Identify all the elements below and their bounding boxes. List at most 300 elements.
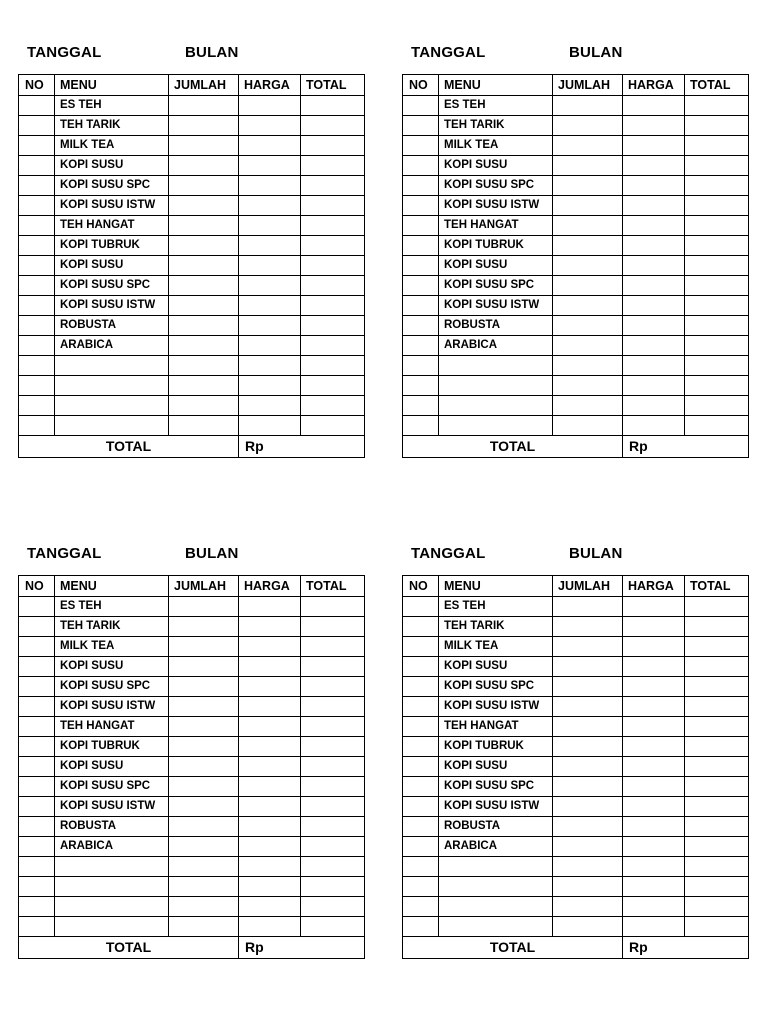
cell-harga [623, 276, 685, 296]
cell-harga [239, 216, 301, 236]
table-row [19, 597, 365, 617]
total-row [403, 436, 749, 458]
cell-no [403, 256, 439, 276]
cell-menu: TEH TARIK [55, 116, 169, 136]
cell-menu: ROBUSTA [55, 817, 169, 837]
table-row [19, 897, 365, 917]
cell-total [685, 697, 749, 717]
cell-total [685, 116, 749, 136]
table-row [403, 637, 749, 657]
cell-menu: KOPI SUSU SPC [55, 677, 169, 697]
order-table [402, 575, 749, 959]
cell-menu: KOPI TUBRUK [55, 737, 169, 757]
form-header [402, 545, 749, 575]
cell-jumlah [553, 136, 623, 156]
cell-menu: KOPI SUSU ISTW [439, 697, 553, 717]
cell-jumlah [553, 797, 623, 817]
cell-no [403, 356, 439, 376]
col-header-jumlah: JUMLAH [169, 75, 239, 96]
cell-jumlah [553, 857, 623, 877]
cell-total [685, 917, 749, 937]
cell-no [19, 276, 55, 296]
cell-menu: KOPI SUSU [55, 657, 169, 677]
cell-total [301, 356, 365, 376]
cell-jumlah [553, 777, 623, 797]
cell-total [685, 216, 749, 236]
cell-no [403, 857, 439, 877]
cell-total [301, 136, 365, 156]
cell-no [403, 136, 439, 156]
cell-jumlah [553, 236, 623, 256]
total-amount-rp: Rp [623, 937, 749, 959]
cell-menu [55, 857, 169, 877]
table-row [19, 156, 365, 176]
cell-no [19, 877, 55, 897]
cell-total [685, 416, 749, 436]
table-row [403, 336, 749, 356]
table-row [403, 316, 749, 336]
cell-jumlah [553, 677, 623, 697]
cell-total [685, 196, 749, 216]
cell-total [685, 657, 749, 677]
table-row [19, 697, 365, 717]
table-row [19, 376, 365, 396]
cell-jumlah [169, 897, 239, 917]
cell-jumlah [169, 717, 239, 737]
cell-jumlah [169, 917, 239, 937]
cell-total [685, 717, 749, 737]
cell-menu: KOPI SUSU [55, 757, 169, 777]
cell-total [685, 296, 749, 316]
table-row [19, 797, 365, 817]
cell-jumlah [553, 276, 623, 296]
order-form-top-right [402, 44, 749, 458]
table-row [403, 396, 749, 416]
table-row [19, 817, 365, 837]
cell-no [19, 256, 55, 276]
cell-jumlah [553, 96, 623, 116]
cell-jumlah [553, 897, 623, 917]
table-row [19, 96, 365, 116]
cell-no [403, 216, 439, 236]
cell-total [685, 316, 749, 336]
cell-jumlah [553, 336, 623, 356]
cell-jumlah [553, 116, 623, 136]
table-row [403, 416, 749, 436]
tanggal-label: TANGGAL [411, 44, 486, 61]
table-row [403, 837, 749, 857]
table-row [19, 617, 365, 637]
cell-total [685, 176, 749, 196]
order-table [18, 74, 365, 458]
table-row [19, 637, 365, 657]
cell-harga [239, 737, 301, 757]
cell-jumlah [169, 416, 239, 436]
cell-no [403, 757, 439, 777]
cell-harga [239, 356, 301, 376]
cell-menu: KOPI SUSU ISTW [439, 797, 553, 817]
table-row [19, 116, 365, 136]
cell-no [19, 136, 55, 156]
cell-total [685, 356, 749, 376]
form-header [18, 44, 365, 74]
table-header-row [19, 75, 365, 96]
cell-menu: KOPI SUSU SPC [439, 677, 553, 697]
cell-no [19, 356, 55, 376]
cell-no [19, 416, 55, 436]
cell-menu [439, 877, 553, 897]
cell-harga [239, 817, 301, 837]
cell-harga [623, 617, 685, 637]
cell-jumlah [169, 176, 239, 196]
table-row [19, 216, 365, 236]
tanggal-label: TANGGAL [27, 545, 102, 562]
cell-menu: KOPI SUSU SPC [439, 276, 553, 296]
cell-menu: KOPI SUSU [55, 256, 169, 276]
cell-total [685, 677, 749, 697]
cell-harga [623, 817, 685, 837]
table-header-row [403, 576, 749, 597]
cell-menu: ES TEH [55, 96, 169, 116]
form-header [18, 545, 365, 575]
table-row [403, 156, 749, 176]
cell-jumlah [553, 877, 623, 897]
bulan-label: BULAN [185, 545, 239, 562]
cell-harga [623, 396, 685, 416]
cell-no [403, 737, 439, 757]
cell-jumlah [169, 817, 239, 837]
cell-jumlah [553, 216, 623, 236]
cell-menu: TEH HANGAT [439, 717, 553, 737]
cell-harga [239, 677, 301, 697]
cell-total [685, 136, 749, 156]
cell-menu: MILK TEA [439, 136, 553, 156]
cell-total [685, 737, 749, 757]
cell-no [19, 617, 55, 637]
cell-harga [623, 96, 685, 116]
cell-total [301, 416, 365, 436]
cell-harga [239, 757, 301, 777]
cell-no [403, 837, 439, 857]
cell-total [301, 837, 365, 857]
cell-harga [239, 176, 301, 196]
cell-jumlah [553, 176, 623, 196]
cell-harga [623, 657, 685, 677]
cell-jumlah [169, 837, 239, 857]
cell-no [403, 717, 439, 737]
col-header-no: NO [403, 75, 439, 96]
cell-menu: KOPI SUSU ISTW [55, 296, 169, 316]
cell-menu: KOPI TUBRUK [55, 236, 169, 256]
cell-jumlah [169, 336, 239, 356]
cell-menu: KOPI SUSU SPC [439, 176, 553, 196]
total-row [19, 436, 365, 458]
cell-harga [623, 336, 685, 356]
cell-menu: ES TEH [55, 597, 169, 617]
cell-menu: KOPI TUBRUK [439, 236, 553, 256]
table-row [403, 136, 749, 156]
cell-no [403, 396, 439, 416]
total-amount-rp: Rp [239, 937, 365, 959]
cell-total [685, 857, 749, 877]
cell-no [19, 156, 55, 176]
cell-total [301, 116, 365, 136]
cell-jumlah [169, 777, 239, 797]
cell-menu: TEH HANGAT [55, 717, 169, 737]
cell-total [301, 236, 365, 256]
cell-no [19, 396, 55, 416]
cell-total [301, 156, 365, 176]
cell-menu: TEH HANGAT [439, 216, 553, 236]
cell-no [403, 917, 439, 937]
cell-total [301, 857, 365, 877]
cell-total [301, 697, 365, 717]
cell-no [403, 96, 439, 116]
table-row [403, 236, 749, 256]
col-header-menu: MENU [55, 576, 169, 597]
cell-menu: KOPI SUSU ISTW [439, 196, 553, 216]
cell-jumlah [553, 416, 623, 436]
cell-harga [239, 777, 301, 797]
order-table [18, 575, 365, 959]
col-header-no: NO [403, 576, 439, 597]
cell-total [301, 196, 365, 216]
cell-no [19, 296, 55, 316]
cell-no [19, 116, 55, 136]
cell-jumlah [169, 396, 239, 416]
table-row [403, 96, 749, 116]
cell-total [301, 717, 365, 737]
cell-no [403, 176, 439, 196]
cell-total [685, 797, 749, 817]
cell-no [403, 817, 439, 837]
table-row [403, 897, 749, 917]
cell-no [19, 897, 55, 917]
table-row [403, 777, 749, 797]
cell-menu: KOPI SUSU [439, 156, 553, 176]
cell-no [403, 276, 439, 296]
cell-jumlah [553, 837, 623, 857]
cell-menu: KOPI SUSU SPC [55, 176, 169, 196]
cell-no [19, 176, 55, 196]
cell-harga [239, 116, 301, 136]
cell-menu: MILK TEA [55, 637, 169, 657]
col-header-jumlah: JUMLAH [169, 576, 239, 597]
total-label: TOTAL [403, 436, 623, 458]
cell-no [19, 697, 55, 717]
col-header-harga: HARGA [239, 75, 301, 96]
cell-menu [55, 356, 169, 376]
cell-no [19, 96, 55, 116]
total-amount-rp: Rp [623, 436, 749, 458]
cell-no [403, 597, 439, 617]
cell-harga [623, 376, 685, 396]
cell-jumlah [169, 356, 239, 376]
col-header-total: TOTAL [301, 75, 365, 96]
table-row [403, 356, 749, 376]
cell-harga [239, 416, 301, 436]
col-header-total: TOTAL [685, 75, 749, 96]
cell-menu [55, 917, 169, 937]
cell-jumlah [169, 637, 239, 657]
cell-no [403, 797, 439, 817]
table-row [403, 677, 749, 697]
cell-total [685, 757, 749, 777]
cell-harga [239, 336, 301, 356]
table-row [19, 136, 365, 156]
cell-total [301, 617, 365, 637]
cell-no [19, 777, 55, 797]
cell-total [301, 797, 365, 817]
cell-no [403, 336, 439, 356]
cell-no [403, 897, 439, 917]
cell-no [19, 677, 55, 697]
cell-harga [623, 216, 685, 236]
cell-jumlah [169, 96, 239, 116]
cell-menu: KOPI SUSU ISTW [55, 697, 169, 717]
col-header-menu: MENU [55, 75, 169, 96]
cell-jumlah [169, 156, 239, 176]
col-header-total: TOTAL [301, 576, 365, 597]
cell-jumlah [169, 797, 239, 817]
bulan-label: BULAN [569, 545, 623, 562]
cell-total [685, 156, 749, 176]
cell-no [19, 196, 55, 216]
cell-harga [239, 897, 301, 917]
cell-no [403, 296, 439, 316]
total-label: TOTAL [19, 436, 239, 458]
cell-menu [439, 917, 553, 937]
cell-jumlah [169, 256, 239, 276]
cell-jumlah [553, 597, 623, 617]
cell-harga [623, 316, 685, 336]
cell-no [403, 697, 439, 717]
cell-harga [623, 917, 685, 937]
cell-total [685, 376, 749, 396]
cell-harga [623, 877, 685, 897]
cell-menu [439, 416, 553, 436]
cell-jumlah [553, 256, 623, 276]
table-row [19, 657, 365, 677]
cell-menu [439, 396, 553, 416]
cell-menu: KOPI SUSU [439, 256, 553, 276]
cell-harga [239, 96, 301, 116]
cell-no [403, 116, 439, 136]
cell-jumlah [169, 757, 239, 777]
cell-harga [623, 356, 685, 376]
cell-no [19, 336, 55, 356]
cell-jumlah [553, 697, 623, 717]
cell-total [301, 216, 365, 236]
table-row [403, 757, 749, 777]
col-header-jumlah: JUMLAH [553, 576, 623, 597]
bulan-label: BULAN [185, 44, 239, 61]
cell-jumlah [169, 236, 239, 256]
cell-jumlah [553, 196, 623, 216]
table-row [403, 657, 749, 677]
table-row [403, 216, 749, 236]
cell-no [403, 657, 439, 677]
cell-menu: KOPI SUSU SPC [439, 777, 553, 797]
cell-harga [623, 256, 685, 276]
table-row [19, 296, 365, 316]
col-header-menu: MENU [439, 576, 553, 597]
cell-no [19, 637, 55, 657]
cell-no [19, 837, 55, 857]
table-row [403, 176, 749, 196]
cell-total [685, 256, 749, 276]
cell-menu: KOPI SUSU [439, 757, 553, 777]
cell-harga [623, 757, 685, 777]
cell-harga [239, 797, 301, 817]
cell-harga [623, 697, 685, 717]
cell-menu: KOPI SUSU ISTW [55, 797, 169, 817]
cell-menu [439, 897, 553, 917]
table-row [19, 837, 365, 857]
table-row [19, 256, 365, 276]
cell-harga [239, 657, 301, 677]
cell-jumlah [169, 857, 239, 877]
cell-menu: MILK TEA [439, 637, 553, 657]
cell-total [685, 897, 749, 917]
table-row [19, 877, 365, 897]
cell-no [19, 757, 55, 777]
table-header-row [19, 576, 365, 597]
cell-total [301, 817, 365, 837]
cell-menu [55, 897, 169, 917]
cell-no [403, 316, 439, 336]
cell-total [685, 837, 749, 857]
table-row [19, 677, 365, 697]
cell-harga [623, 196, 685, 216]
cell-menu [439, 356, 553, 376]
table-row [403, 597, 749, 617]
cell-harga [239, 597, 301, 617]
cell-jumlah [169, 617, 239, 637]
cell-menu: KOPI SUSU SPC [55, 276, 169, 296]
cell-total [301, 256, 365, 276]
cell-harga [239, 196, 301, 216]
table-row [19, 857, 365, 877]
cell-jumlah [553, 617, 623, 637]
order-table [402, 74, 749, 458]
cell-total [301, 877, 365, 897]
cell-harga [239, 376, 301, 396]
table-row [403, 877, 749, 897]
cell-menu: KOPI SUSU [55, 156, 169, 176]
cell-harga [239, 276, 301, 296]
cell-menu [55, 376, 169, 396]
total-row [19, 937, 365, 959]
cell-harga [239, 236, 301, 256]
cell-harga [623, 416, 685, 436]
col-header-jumlah: JUMLAH [553, 75, 623, 96]
order-form-bottom-right [402, 545, 749, 959]
table-row [19, 236, 365, 256]
cell-jumlah [553, 717, 623, 737]
cell-harga [623, 597, 685, 617]
bulan-label: BULAN [569, 44, 623, 61]
cell-total [685, 777, 749, 797]
cell-jumlah [169, 677, 239, 697]
cell-total [685, 617, 749, 637]
cell-jumlah [169, 196, 239, 216]
cell-harga [623, 156, 685, 176]
cell-no [403, 196, 439, 216]
cell-harga [239, 837, 301, 857]
col-header-no: NO [19, 576, 55, 597]
table-row [403, 376, 749, 396]
